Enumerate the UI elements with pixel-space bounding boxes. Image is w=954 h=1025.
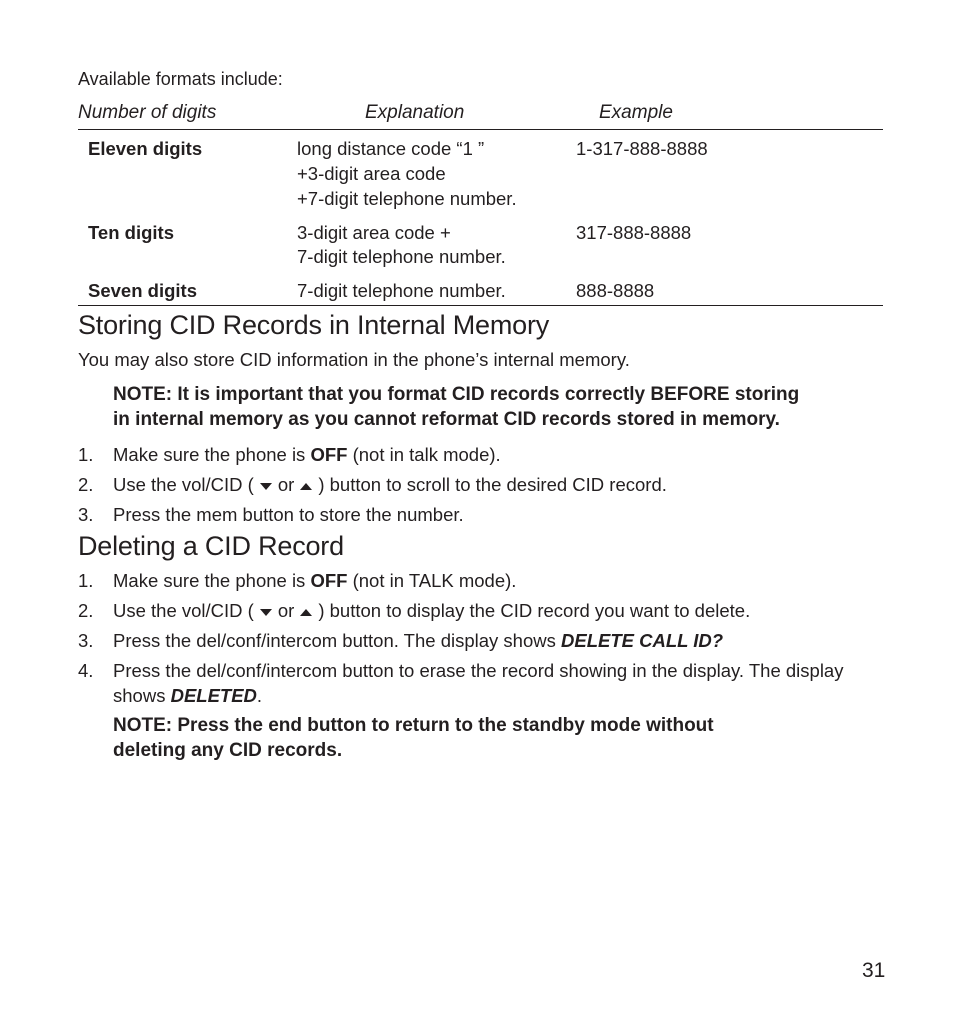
- storing-note-line: in internal memory as you cannot reformat CID records stored in memory.: [113, 409, 780, 430]
- display-message: DELETE CALL ID?: [561, 630, 724, 651]
- intro-text: Available formats include:: [78, 69, 283, 89]
- step-number: 1.: [78, 444, 94, 465]
- row-explanation-line: +7-digit telephone number.: [297, 188, 517, 209]
- display-message: DELETED: [170, 685, 257, 706]
- step-text: Press the del/conf/intercom button to erase the record showing in the display. The display: [113, 660, 844, 681]
- step-text: ) button to display the CID record you want to delete.: [318, 600, 751, 621]
- row-explanation-line: 7-digit telephone number.: [297, 280, 506, 301]
- step-text: Press the del/conf/intercom button. The display shows: [113, 630, 562, 651]
- row-digits: Seven digits: [88, 280, 197, 301]
- step-number: 4.: [78, 660, 94, 681]
- step-text: Make sure the phone is: [113, 444, 311, 465]
- step-emphasis: OFF: [310, 444, 348, 465]
- page-number: 31: [862, 959, 886, 982]
- row-explanation-line: long distance code “1 ”: [297, 138, 485, 159]
- header-example: Example: [599, 102, 673, 123]
- section-heading-deleting: Deleting a CID Record: [78, 531, 344, 561]
- step-text: Use the vol/CID (: [113, 474, 254, 495]
- step-text: Use the vol/CID (: [113, 600, 254, 621]
- step-emphasis: OFF: [310, 570, 348, 591]
- header-number-of-digits: Number of digits: [78, 102, 217, 123]
- step-number: 1.: [78, 570, 94, 591]
- deleting-note-line: NOTE: Press the end button to return to the standby mode without: [113, 715, 714, 736]
- row-example: 1-317-888-8888: [576, 138, 708, 159]
- row-explanation-line: 7-digit telephone number.: [297, 246, 506, 267]
- up-arrow-icon: [300, 609, 312, 616]
- step-number: 3.: [78, 504, 94, 525]
- down-arrow-icon: [260, 483, 272, 490]
- deleting-note-line: deleting any CID records.: [113, 740, 343, 761]
- step-text: or: [277, 474, 295, 495]
- row-explanation-line: 3-digit area code +: [297, 222, 451, 243]
- step-text: Make sure the phone is: [113, 570, 311, 591]
- down-arrow-icon: [260, 609, 272, 616]
- storing-note-line: NOTE: It is important that you format CID records correctly BEFORE storing: [113, 384, 800, 405]
- up-arrow-icon: [300, 483, 312, 490]
- step-text: (not in TALK mode).: [347, 570, 517, 591]
- step-number: 2.: [78, 600, 94, 621]
- row-digits: Eleven digits: [88, 138, 203, 159]
- section-heading-storing: Storing CID Records in Internal Memory: [78, 310, 550, 340]
- row-example: 888-8888: [576, 280, 655, 301]
- step-number: 3.: [78, 630, 94, 651]
- header-explanation: Explanation: [365, 102, 465, 123]
- row-digits: Ten digits: [88, 222, 174, 243]
- step-text: Press the mem button to store the number.: [113, 504, 464, 525]
- step-text: (not in talk mode).: [347, 444, 501, 465]
- step-number: 2.: [78, 474, 94, 495]
- row-explanation-line: +3-digit area code: [297, 163, 446, 184]
- table-top-rule: [78, 129, 883, 130]
- table-bottom-rule: [78, 305, 883, 306]
- row-example: 317-888-8888: [576, 222, 692, 243]
- step-text: ) button to scroll to the desired CID record.: [318, 474, 667, 495]
- step-text: .: [256, 685, 263, 706]
- storing-intro: You may also store CID information in the phone’s internal memory.: [78, 349, 630, 370]
- step-text: or: [277, 600, 295, 621]
- step-text: shows: [113, 685, 171, 706]
